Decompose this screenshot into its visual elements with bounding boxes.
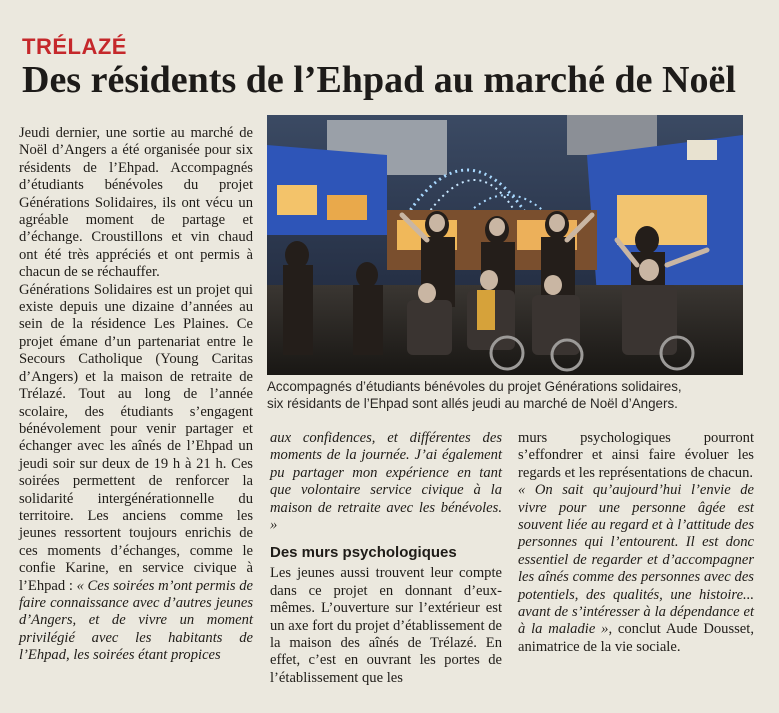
paragraph-youth: Les jeunes aussi trouvent leur compte dans ce projet en donnant d’eux-mêmes. L’ouverture sur l’extérieur est un axe fort du projet d’établissement de la maison des aînés de Trélazé. En effet, c’est en ouvrant les portes de l’établissement que les <box>270 565 502 686</box>
column-2 <box>270 430 502 687</box>
paragraph-project-text: Générations Solidaires est un projet qui existe depuis une dizaine d’années au sein de la résidence Les Plaines. Ce projet émane d’un partenariat entre le Secours Catholique (Young Caritas d’Angers) et la maison de retraite de Trélazé. Tout au long de l’année scolaire, des étudiants s’engagent bénévolement pour venir partager et échanger avec les aînés de l’Ehpad un jeudi soir sur deux de 19 h à 21 h. Ces soirées permettent de renforcer la solidarité intergénérationnelle du territoire. Les anciens comme les jeunes ressortent toujours enrichis de ces moments d’échanges, comme le confie Karine, en service civique à l’Ehpad : <box>19 281 253 594</box>
column-1 <box>19 125 253 665</box>
section-kicker: TRÉLAZÉ <box>22 34 127 59</box>
paragraph-intro: Jeudi dernier, une sortie au marché de Noël d’Angers a été organisée pour six résidents de l’Ehpad. Accompagnés d’étudiants bénévoles du projet Générations Solidaires, ils ont vécu un agréable moment de partage et d’échange. Croustillons et vin chaud ont été très appréciés et ont permis à chacun de se réchauffer. <box>19 125 253 281</box>
paragraph-project <box>19 282 253 665</box>
photo-caption <box>267 378 747 412</box>
paragraph-conclusion <box>518 482 754 656</box>
karine-quote-continued: aux confidences, et différentes des moments de la journée. J’ai également pu partager mon expérience en tant que volontaire service civique à la maison de retraite avec les bénévoles. » <box>270 430 502 534</box>
aude-quote: « On sait qu’aujourd’hui l’envie de vivre pour une personne âgée est souvent liée au regard et à l’attitude des personnes qui l’entourent. Il est donc essentiel de regarder et d’accompagner les aînés comme des personnes avec des potentiels, des qualités, une histoire... avant de s’intéresser à la dépendance et à la maladie » <box>518 482 754 638</box>
christmas-market-photo <box>267 115 743 375</box>
article-headline: Des résidents de l’Ehpad au marché de Noël <box>22 59 736 101</box>
caption-line-2: six résidants de l’Ehpad sont allés jeudi au marché de Noël d’Angers. <box>267 396 678 411</box>
conclusion-attribution: , conclut Aude Dousset, animatrice de la vie sociale. <box>518 621 754 655</box>
paragraph-walls: murs psychologiques pourront s’effondrer et ainsi faire évoluer les regards et les représentations de chacun. <box>518 430 754 481</box>
caption-line-1: Accompagnés d’étudiants bénévoles du projet Générations solidaires, <box>267 379 682 394</box>
column-3 <box>518 430 754 656</box>
subheading: Des murs psychologiques <box>270 544 457 562</box>
karine-quote: « Ces soirées m’ont permis de faire connaissance avec d’autres jeunes d’Angers, et de vivre un moment privilégié avec les habitants de l’Ehpad, les soirées étant propices <box>19 577 253 664</box>
article-photo <box>267 115 743 375</box>
